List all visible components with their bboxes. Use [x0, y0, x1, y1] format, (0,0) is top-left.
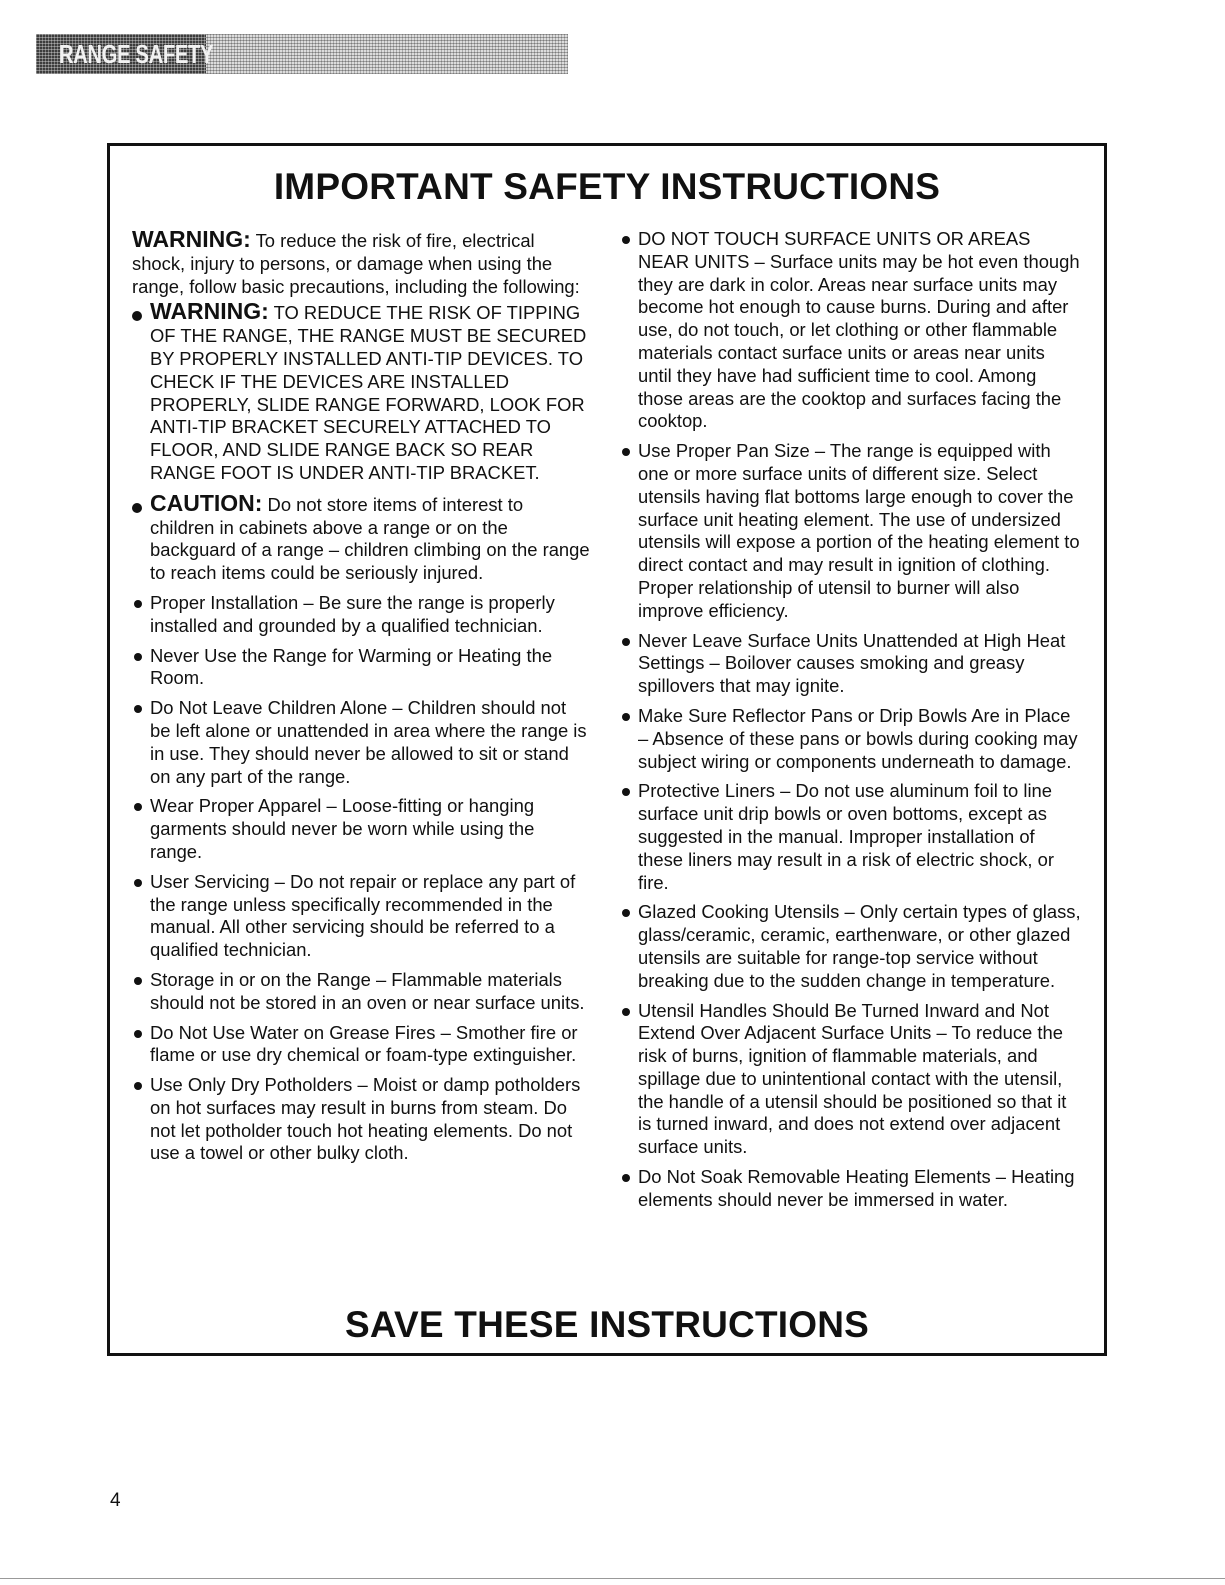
instruction-item: [132, 300, 590, 484]
instruction-text: Never Leave Surface Units Unattended at High Heat Settings – Boilover causes smoking and greasy spillovers that may ignite.: [638, 629, 1066, 697]
instruction-text: Wear Proper Apparel – Loose-fitting or hanging garments should never be worn while using the range.: [150, 795, 535, 862]
instruction-text: Storage in or on the Range – Flammable materials should not be stored in an oven or near surface units.: [150, 968, 585, 1013]
instruction-text: Protective Liners – Do not use aluminum foil to line surface unit drip bowls or oven bottoms, except as suggested in the manual. Improper installation of these liners may result in a risk of electric shock, or fire.: [638, 780, 1054, 893]
instruction-text: Do Not Use Water on Grease Fires – Smother fire or flame or use dry chemical or foam-type extinguisher.: [150, 1021, 578, 1066]
instruction-text: Proper Installation – Be sure the range is properly installed and grounded by a qualified technician.: [150, 591, 555, 636]
instruction-item: [620, 440, 1082, 622]
box-footer-title: SAVE THESE INSTRUCTIONS: [344, 1304, 870, 1345]
intro-warning-label: WARNING:: [132, 226, 251, 252]
section-banner: [36, 34, 568, 74]
instruction-item: [132, 645, 590, 691]
intro-paragraph: [132, 228, 590, 298]
instruction-item: [132, 969, 590, 1015]
instruction-item: [620, 1000, 1082, 1160]
instruction-item: [132, 489, 590, 585]
right-column: [620, 228, 1082, 1219]
instruction-text: TO REDUCE THE RISK OF TIPPING OF THE RANGE, THE RANGE MUST BE SECURED BY PROPERLY INSTALLED ANTI-TIP DEVICES. TO CHECK IF THE DEVICES ARE INSTALLED PROPERLY, SLIDE RANGE FORWARD, LOOK FOR ANTI-TIP BRACKET SECURELY ATTACHED TO FLOOR, AND SLIDE RANGE BACK SO REAR RANGE FOOT IS UNDER ANTI-TIP BRACKET.: [150, 302, 587, 483]
instruction-item: [132, 1074, 590, 1165]
instruction-text: Never Use the Range for Warming or Heating the Room.: [150, 644, 553, 689]
instruction-text: DO NOT TOUCH SURFACE UNITS OR AREAS NEAR UNITS – Surface units may be hot even though they are dark in color. Areas near surface units may become hot enough to cause burns. During and after use, do not touch, or let clothing or other flammable materials contact surface units or areas near units until they have had sufficient time to cool. Among those areas are the cooktop and surfaces facing the cooktop.: [638, 228, 1080, 432]
instruction-text: Utensil Handles Should Be Turned Inward and Not Extend Over Adjacent Surface Units – To reduce the risk of burns, ignition of flammable materials, and spillage due to unintentional contact with the utensil, the handle of a utensil should be positioned so that it is turned inward, and does not extend over adjacent surface units.: [638, 999, 1067, 1158]
box-title: IMPORTANT SAFETY INSTRUCTIONS: [273, 166, 941, 207]
instruction-lead: WARNING:: [150, 298, 269, 325]
safety-instructions-box: [107, 143, 1107, 1356]
right-instruction-list: [620, 228, 1082, 1212]
instruction-item: [132, 592, 590, 638]
instruction-text: Glazed Cooking Utensils – Only certain types of glass, glass/ceramic, ceramic, earthenware, or other glazed utensils are suitable for range-top service without breaking due to the sudden change in temperature.: [638, 901, 1081, 991]
instruction-item: [620, 228, 1082, 433]
left-instruction-list: [132, 300, 590, 1165]
section-title: RANGE SAFETY: [58, 39, 214, 69]
instruction-item: [620, 630, 1082, 698]
instruction-item: [620, 1166, 1082, 1212]
instruction-item: [132, 1022, 590, 1068]
intro-text: To reduce the risk of fire, electrical shock, injury to persons, or damage when using the range, follow basic precautions, including the following:: [132, 230, 580, 297]
instruction-item: [620, 705, 1082, 773]
instruction-item: [132, 795, 590, 863]
instruction-item: [132, 871, 590, 962]
instruction-item: [132, 697, 590, 788]
instruction-item: [620, 901, 1082, 992]
page-number: 4: [110, 1490, 121, 1511]
instruction-text: User Servicing – Do not repair or replace any part of the range unless specifically recommended in the manual. All other servicing should be referred to a qualified technician.: [150, 870, 576, 961]
instruction-text: Make Sure Reflector Pans or Drip Bowls Are in Place – Absence of these pans or bowls during cooking may subject wiring or components underneath to damage.: [638, 704, 1078, 772]
instruction-text: Use Only Dry Potholders – Moist or damp potholders on hot surfaces may result in burns from steam. Do not let potholder touch hot heating elements. Do not use a towel or other bulky cloth.: [150, 1074, 581, 1164]
instruction-text: Do Not Soak Removable Heating Elements – Heating elements should never be immersed in water.: [638, 1166, 1075, 1210]
instruction-text: Do Not Leave Children Alone – Children should not be left alone or unattended in area where the range is in use. They should never be allowed to sit or stand on any part of the range.: [150, 697, 587, 787]
instruction-item: [620, 780, 1082, 894]
bottom-rule: [0, 1578, 1225, 1579]
instruction-text: Use Proper Pan Size – The range is equipped with one or more surface units of different size. Select utensils having flat bottoms large enough to cover the surface unit heating element. The use of undersized utensils will expose a portion of the heating element to direct contact and may result in ignition of clothing. Proper relationship of utensil to burner will also improve efficiency.: [638, 440, 1080, 621]
instruction-lead: CAUTION:: [150, 489, 263, 516]
instruction-text: Do not store items of interest to children in cabinets above a range or on the backguard of a range – children climbing on the range to reach items could be seriously injured.: [150, 493, 590, 584]
left-column: [132, 228, 590, 1172]
